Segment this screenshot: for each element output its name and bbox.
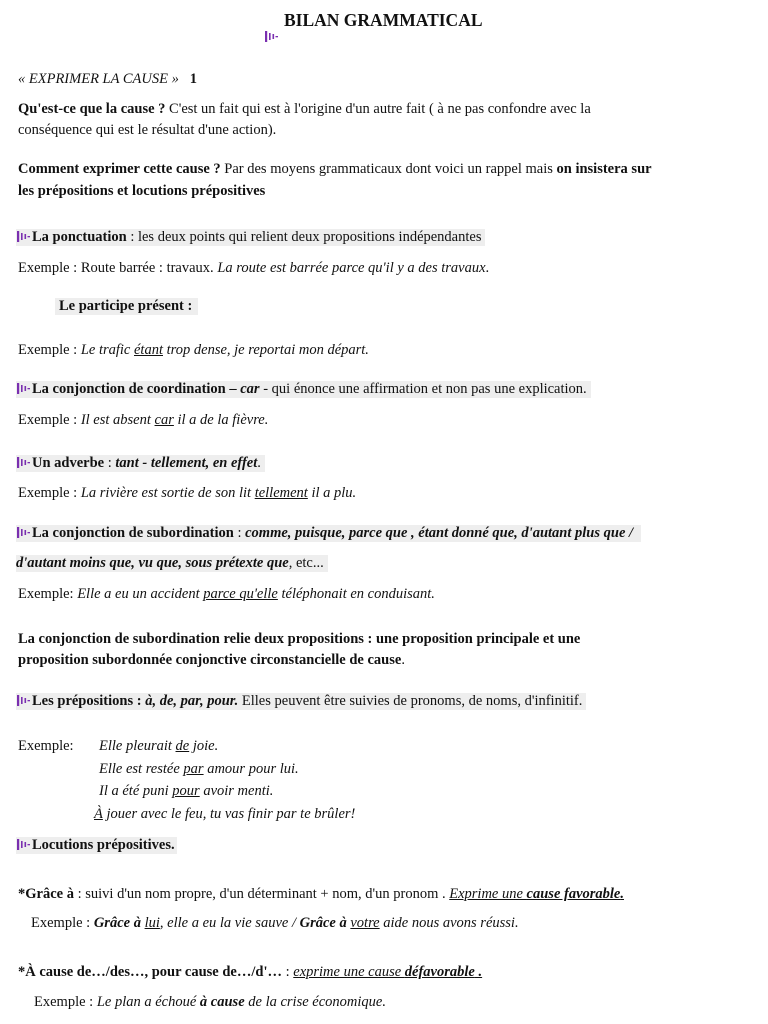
- adverbe-dot: .: [257, 455, 261, 471]
- coordination-car: car: [240, 381, 260, 397]
- section-ponctuation: [16, 229, 485, 246]
- example-prefix: Exemple:: [18, 586, 78, 602]
- example-underlined: par: [183, 761, 204, 777]
- section-subordination: [16, 525, 641, 542]
- example-b: il a de la fièvre.: [173, 412, 269, 428]
- adverbe-sep: :: [104, 455, 116, 471]
- example-a: Il est absent: [80, 412, 155, 428]
- acause-underlined-a: exprime une cause: [293, 964, 405, 980]
- note-line-1: La conjonction de subordination relie deux propositions : une proposition principale et une: [18, 631, 581, 647]
- example-italic: La route est barrée parce qu'il y a des travaux: [217, 260, 486, 276]
- section-prepositions: [16, 693, 586, 710]
- marker-icon: [16, 837, 32, 851]
- ponctuation-example: [18, 260, 489, 277]
- subordination-etc: , etc...: [288, 555, 324, 571]
- marker-icon: [16, 525, 32, 539]
- acause-sep: :: [281, 964, 294, 980]
- question-1-cont: conséquence qui est le résultat d'une action).: [18, 122, 277, 138]
- example-underlined: pour: [172, 783, 200, 799]
- prepositions-example-3: [99, 783, 273, 800]
- note-line-2: [18, 652, 405, 669]
- section-adverbe: [16, 455, 265, 472]
- grace-underlined-end: .: [620, 886, 624, 902]
- example-underlined: tellement: [254, 485, 308, 501]
- prepositions-example-2: [99, 761, 299, 778]
- subtitle-text: « EXPRIMER LA CAUSE »: [18, 71, 179, 87]
- adverbe-words: tant - tellement, en effet: [115, 455, 258, 471]
- example-a: , elle a eu la vie sauve /: [159, 915, 300, 931]
- example-underlined: étant: [134, 342, 163, 358]
- note-line-2-end: .: [401, 652, 405, 668]
- prepositions-label: Les prépositions :: [32, 693, 146, 709]
- example-prefix: Exemple :: [34, 994, 97, 1010]
- ponctuation-text: : les deux points qui relient deux propositions indépendantes: [126, 229, 482, 245]
- subtitle-number: 1: [189, 71, 197, 87]
- coordination-text: - qui énonce une affirmation et non pas une explication.: [259, 381, 587, 397]
- example-a: Le plan a échoué: [96, 994, 200, 1010]
- participe-label: Le participe présent :: [55, 298, 198, 315]
- example-underlined: parce qu'elle: [203, 586, 278, 602]
- section-locutions: [16, 837, 177, 854]
- subordination-sep: :: [233, 525, 246, 541]
- coordination-label: La conjonction de coordination –: [32, 381, 241, 397]
- example-underlined: car: [154, 412, 174, 428]
- example-a: Elle a eu un accident: [77, 586, 204, 602]
- ponctuation-label: La ponctuation: [32, 229, 127, 245]
- example-end: .: [485, 260, 490, 276]
- prepositions-text: Elles peuvent être suivies de pronoms, de noms, d'infinitif.: [238, 693, 583, 709]
- example-c: de la crise économique.: [244, 994, 386, 1010]
- marker-icon: [16, 229, 32, 243]
- example-a: Elle est restée: [99, 761, 184, 777]
- participe-example: [18, 342, 369, 359]
- grace-line: [18, 886, 624, 903]
- question-2: [18, 161, 652, 178]
- subtitle: [18, 71, 197, 88]
- example-prefix: Exemple :: [18, 485, 81, 501]
- marker-icon: [16, 455, 32, 469]
- example-b: il a plu.: [307, 485, 357, 501]
- example-a: Le trafic: [80, 342, 134, 358]
- example-b: jouer avec le feu, tu vas finir par te brûler!: [102, 806, 356, 822]
- example-b: trop dense, je reportai mon départ.: [163, 342, 369, 358]
- example-bold: à cause: [199, 994, 245, 1010]
- note-line-2-text: proposition subordonnée conjonctive circonstancielle de cause: [18, 652, 402, 668]
- example-a: La rivière est sortie de son lit: [80, 485, 255, 501]
- example-b: amour pour lui.: [203, 761, 299, 777]
- grace-underlined-a: Exprime une: [449, 886, 527, 902]
- page-title: BILAN GRAMMATICAL: [284, 10, 483, 30]
- acause-line: [18, 964, 482, 981]
- example-c: aide nous avons réussi.: [379, 915, 519, 931]
- example-b: téléphonait en conduisant.: [277, 586, 435, 602]
- prepositions-words: à, de, par, pour.: [145, 693, 239, 709]
- locutions-label: Locutions prépositives.: [32, 837, 175, 853]
- coordination-example: [18, 412, 268, 429]
- prepositions-example-4: [94, 806, 355, 823]
- question-2-cont: les prépositions et locutions prépositives: [18, 183, 266, 199]
- example-underlined-2: votre: [350, 915, 380, 931]
- section-coordination: [16, 381, 591, 398]
- example-b: joie.: [189, 738, 219, 754]
- acause-underlined-b: défavorable: [404, 964, 475, 980]
- q2-text: Par des moyens grammaticaux dont voici un rappel mais: [220, 161, 557, 177]
- adverbe-example: [18, 485, 356, 502]
- acause-underlined-end: .: [474, 964, 483, 980]
- marker-icon: [16, 693, 32, 707]
- marker-icon: [16, 381, 32, 395]
- acause-example: [34, 994, 386, 1011]
- q1-text: C'est un fait qui est à l'origine d'un autre fait ( à ne pas confondre avec la: [165, 101, 591, 117]
- grace-text: : suivi d'un nom propre, d'un déterminant + nom, d'un pronom .: [73, 886, 450, 902]
- question-1: [18, 101, 591, 118]
- grace-underlined-b: cause favorable: [526, 886, 621, 902]
- example-underlined: À: [94, 806, 103, 822]
- example-prefix: Exemple :: [18, 412, 81, 428]
- grace-example: [31, 915, 519, 932]
- example-prefix: Exemple :: [18, 342, 81, 358]
- q2-label: Comment exprimer cette cause ?: [18, 161, 221, 177]
- subordination-cont: [16, 555, 328, 572]
- marker-icon: [264, 29, 282, 44]
- subordination-label: La conjonction de subordination: [32, 525, 234, 541]
- adverbe-label: Un adverbe: [32, 455, 105, 471]
- subordination-words-1: comme, puisque, parce que , étant donné que, d'autant plus que /: [245, 525, 634, 541]
- q2-bold-end: on insistera sur: [556, 161, 652, 177]
- prepositions-example-1: [99, 738, 218, 755]
- q1-label: Qu'est-ce que la cause ?: [18, 101, 166, 117]
- example-prefix: Exemple : Route barrée : travaux.: [18, 260, 218, 276]
- example-bold-1: Grâce à: [93, 915, 141, 931]
- example-underlined: de: [175, 738, 190, 754]
- example-a: Il a été puni: [99, 783, 173, 799]
- subordination-words-2: d'autant moins que, vu que, sous prétexte que: [16, 555, 289, 571]
- grace-label: *Grâce à: [18, 886, 74, 902]
- example-bold-2: Grâce à: [299, 915, 347, 931]
- example-a: Elle pleurait: [99, 738, 176, 754]
- example-b: avoir menti.: [199, 783, 274, 799]
- prepositions-example-label: Exemple:: [18, 738, 74, 754]
- example-prefix: Exemple :: [31, 915, 94, 931]
- example-underlined-1: lui: [144, 915, 160, 931]
- subordination-example: [18, 586, 435, 603]
- acause-label: *À cause de…/des…, pour cause de…/d'…: [18, 964, 282, 980]
